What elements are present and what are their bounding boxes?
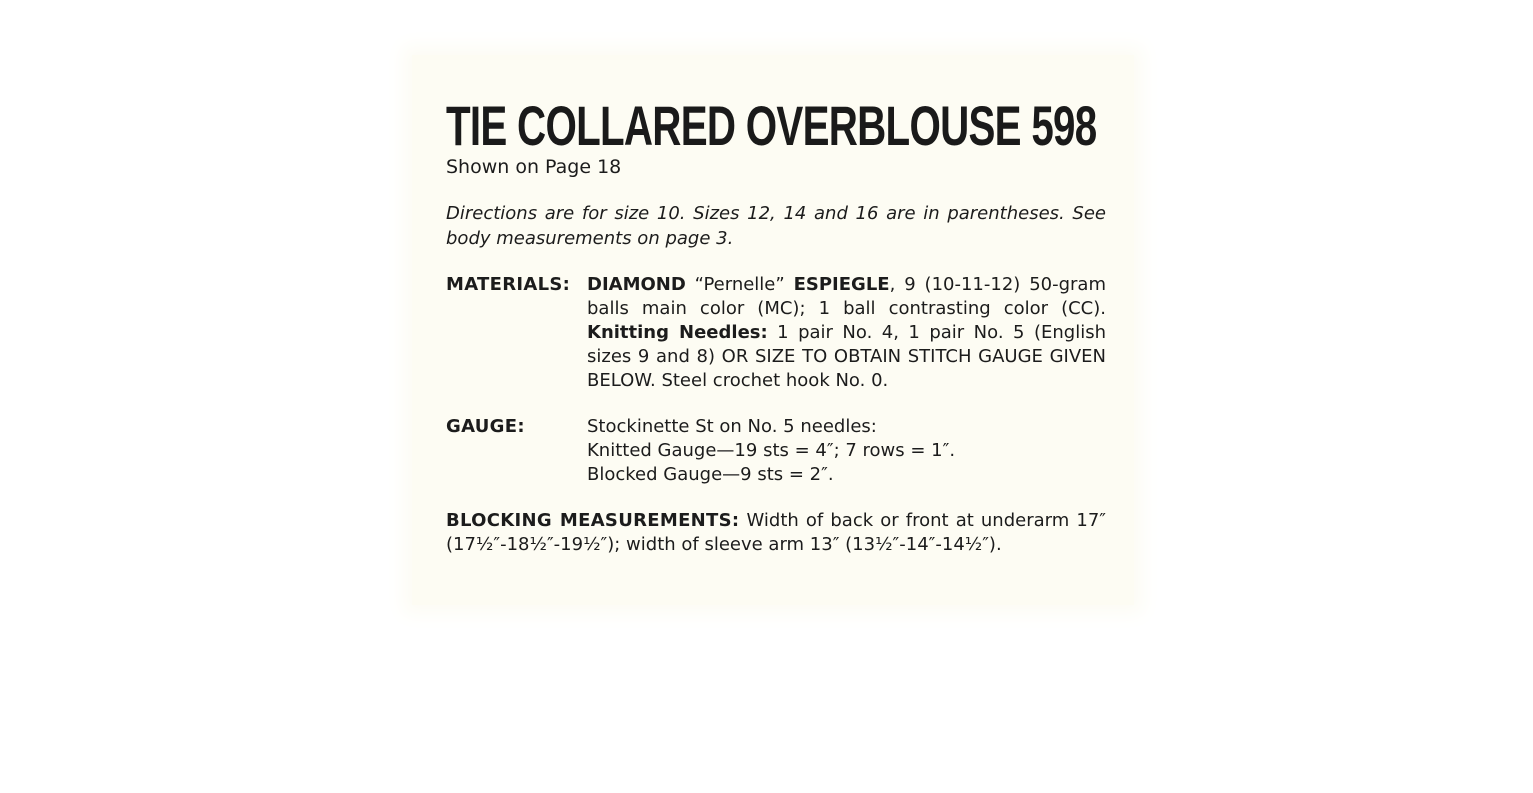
gauge-section <box>446 415 1106 487</box>
yarn-brand: DIAMOND <box>587 274 686 295</box>
materials-label: MATERIALS: <box>446 274 571 295</box>
gauge-line: Blocked Gauge—9 sts = 2″. <box>587 464 834 485</box>
pattern-page <box>412 55 1134 605</box>
gauge-line: Knitted Gauge—19 sts = 4″; 7 rows = 1″. <box>587 440 956 461</box>
yarn-type: ESPIEGLE <box>793 274 890 295</box>
pattern-content <box>446 93 1106 557</box>
needles-text: 1 pair No. 4, 1 pair No. 5 (English sizes 9 and 8) OR SIZE TO OBTAIN STITCH GAUGE GIVEN BELOW. Steel crochet hook No. 0. <box>587 322 1106 391</box>
blocking-label: BLOCKING MEASUREMENTS: <box>446 510 740 531</box>
shown-on-page: Shown on Page 18 <box>446 156 622 178</box>
yarn-name: “Pernelle” <box>685 274 794 295</box>
materials-text <box>587 273 1106 393</box>
size-directions: Directions are for size 10. Sizes 12, 14 and 16 are in parentheses. See body measurements on page 3. <box>446 203 1106 249</box>
pattern-title: TIE COLLARED OVERBLOUSE 598 <box>446 94 1097 157</box>
blocking-section <box>446 509 1106 557</box>
gauge-text <box>587 415 1106 487</box>
yarn-amount: , 9 (10-11-12) 50-gram balls main color (MC); 1 ball contrasting color (CC). <box>587 274 1106 319</box>
needles-label: Knitting Needles: <box>587 322 768 343</box>
gauge-line: Stockinette St on No. 5 needles: <box>587 416 877 437</box>
materials-section <box>446 273 1106 393</box>
blocking-text: Width of back or front at underarm 17″ (17½″-18½″-19½″); width of sleeve arm 13″ (13½″-14″-14½″). <box>446 510 1106 555</box>
gauge-label: GAUGE: <box>446 416 525 437</box>
